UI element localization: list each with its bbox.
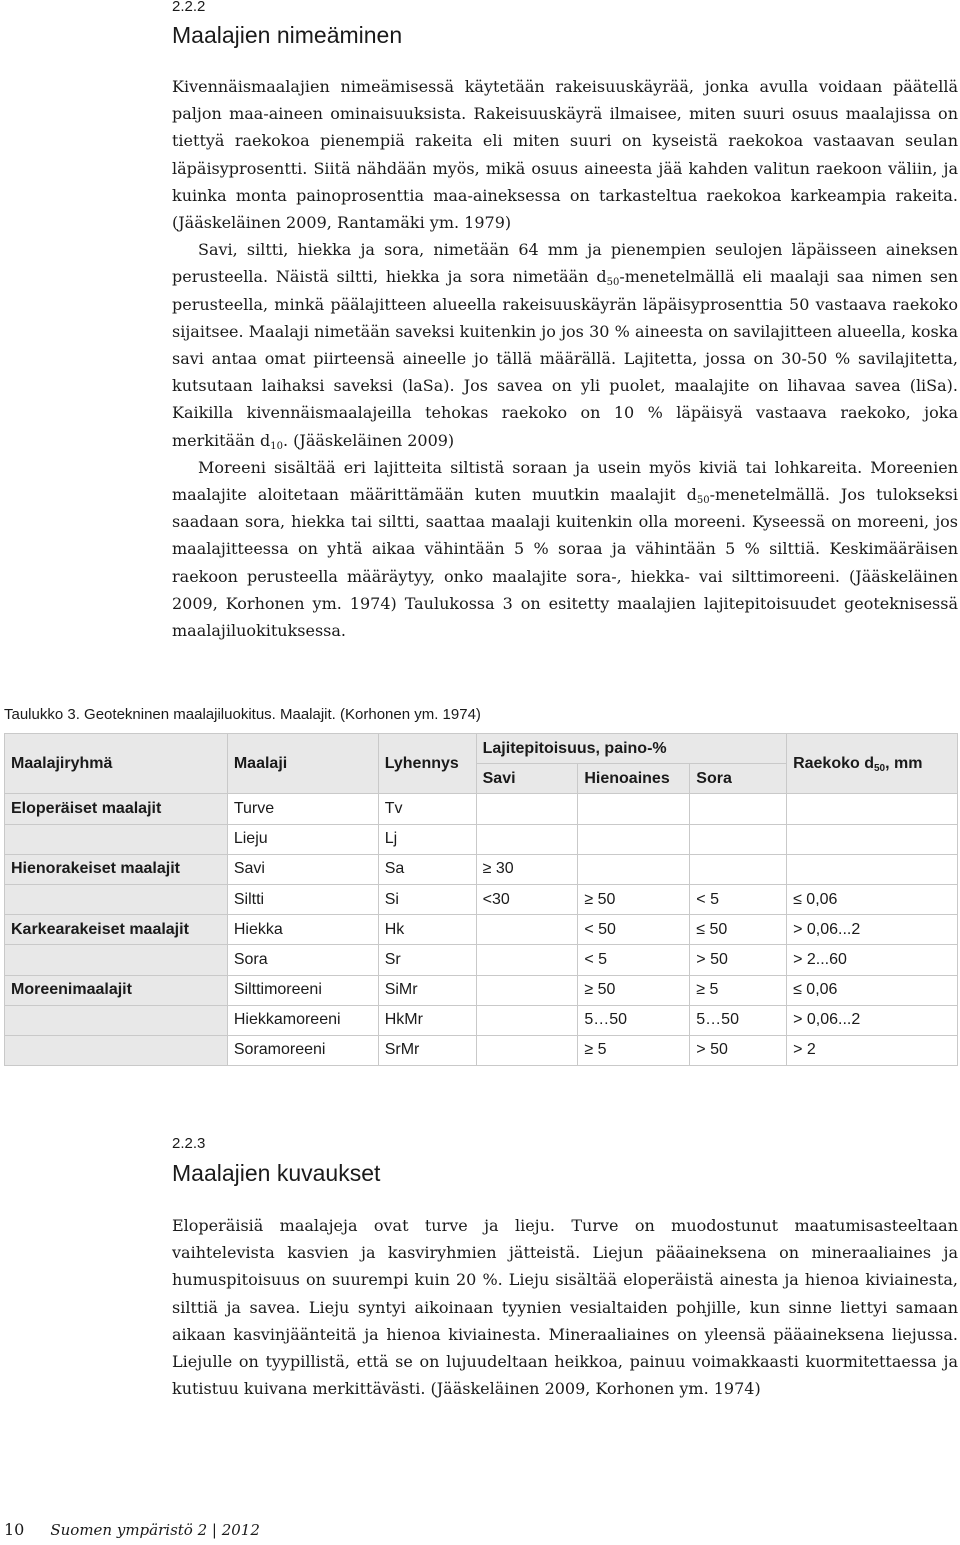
cell-soil: Turve [227, 794, 378, 824]
cell-fines: ≥ 5 [578, 1035, 690, 1065]
cell-grain [787, 854, 958, 884]
cell-clay [476, 794, 578, 824]
cell-grain [787, 824, 958, 854]
soil-classification-table [4, 733, 958, 1066]
header-soil: Maalaji [227, 734, 378, 794]
cell-gravel: > 50 [690, 945, 787, 975]
cell-soil: Hiekkamoreeni [227, 1005, 378, 1035]
header-gravel: Sora [690, 764, 787, 794]
table-row [5, 1005, 958, 1035]
table-row [5, 915, 958, 945]
cell-group [5, 945, 228, 975]
cell-abbr: HkMr [378, 1005, 476, 1035]
section-number: 2.2.3 [172, 1135, 206, 1152]
cell-fines [578, 824, 690, 854]
cell-fines: 5…50 [578, 1005, 690, 1035]
body-text-section-2 [172, 1212, 958, 1402]
cell-group: Eloperäiset maalajit [5, 794, 228, 824]
paragraph-d50-method: Savi, siltti, hiekka ja sora, nimetään 64 mm ja pienempien seulojen läpäisseen aineksen perusteella. Näistä siltti, hiekka ja sora nimetään $d_{50}$-menetelmällä eli maalaji saa nimen sen perusteella, minkä päälajitteen alueella rakeisuuskäyrän läpäisyprosenttia 50 vastaava raekoko sijaitsee. Maalaji nimetään saveksi kuitenkin jo jos 30 % aineesta on savilajitteen alueella, koska savi antaa omat piirteensä aineelle jo tällä määrällä. Lajitetta, jossa on 30-50 % savilajitetta, kutsutaan laihaksi saveksi (laSa). Jos savea on yli puolet, maalajite on lihavaa savea (liSa). Kaikilla kivennäismaalajeilla tehokas raekoko on 10 % läpäisyä vastaava raekoko, joka merkitään $d_{10}$. (Jääskeläinen 2009) [172, 240, 959, 452]
table-row [5, 794, 958, 824]
table-row [5, 824, 958, 854]
cell-abbr: Tv [378, 794, 476, 824]
cell-clay [476, 915, 578, 945]
cell-grain: ≤ 0,06 [787, 884, 958, 914]
section-number: 2.2.2 [172, 0, 206, 15]
cell-abbr: SrMr [378, 1035, 476, 1065]
cell-soil: Hiekka [227, 915, 378, 945]
table-row [5, 975, 958, 1005]
cell-abbr: Sa [378, 854, 476, 884]
table-row [5, 1035, 958, 1065]
paragraph-moreeni: Moreeni sisältää eri lajitteita siltistä soraan ja usein myös kiviä tai lohkareita. Moreenien maalajite aloitetaan määrittämään kuten muutkin maalajit $d_{50}$-menetelmällä. Jos tulokseksi saadaan sora, hiekka tai siltti, saattaa maalaji kuitenkin olla moreeni. Kyseessä on moreeni, jos maalajitteessa on yhtä aikaa vähintään 5 % soraa ja vähintään 5 % silttiä. Keskimääräisen raekoon perusteella määräytyy, onko maalajite sora-, hiekka- vai silttimoreeni. (Jääskeläinen 2009, Korhonen ym. 1974) Taulukossa 3 on esitetty maalajien lajitepitoisuudet geoteknisessä maalajiluokituksessa. [172, 457, 958, 641]
section-title: Maalajien kuvaukset [172, 1160, 381, 1186]
cell-grain: > 0,06...2 [787, 915, 958, 945]
cell-soil: Lieju [227, 824, 378, 854]
cell-fines: ≥ 50 [578, 975, 690, 1005]
header-abbr: Lyhennys [378, 734, 476, 794]
cell-soil: Soramoreeni [227, 1035, 378, 1065]
cell-grain: > 0,06...2 [787, 1005, 958, 1035]
cell-fines: ≥ 50 [578, 884, 690, 914]
cell-gravel [690, 794, 787, 824]
cell-gravel [690, 824, 787, 854]
header-clay: Savi [476, 764, 578, 794]
cell-clay [476, 1035, 578, 1065]
cell-fines [578, 794, 690, 824]
cell-clay [476, 1005, 578, 1035]
cell-group [5, 1035, 228, 1065]
table-caption: Taulukko 3. Geotekninen maalajiluokitus. Maalajit. (Korhonen ym. 1974) [4, 706, 481, 723]
table-header-row [5, 734, 958, 764]
cell-gravel: ≥ 5 [690, 975, 787, 1005]
cell-abbr: SiMr [378, 975, 476, 1005]
cell-gravel: ≤ 50 [690, 915, 787, 945]
header-grain-size: Raekoko $d_{50}$, mm [787, 734, 958, 794]
cell-fines: < 5 [578, 945, 690, 975]
cell-group [5, 1005, 228, 1035]
section-title: Maalajien nimeäminen [172, 22, 403, 48]
cell-abbr: Hk [378, 915, 476, 945]
cell-soil: Silttimoreeni [227, 975, 378, 1005]
page-footer [4, 1520, 260, 1539]
cell-gravel [690, 854, 787, 884]
header-group: Maalajiryhmä [5, 734, 228, 794]
cell-soil: Savi [227, 854, 378, 884]
cell-group: Moreenimaalajit [5, 975, 228, 1005]
cell-clay: <30 [476, 884, 578, 914]
cell-clay [476, 824, 578, 854]
cell-soil: Siltti [227, 884, 378, 914]
cell-group: Karkearakeiset maalajit [5, 915, 228, 945]
cell-abbr: Lj [378, 824, 476, 854]
header-fines: Hienoaines [578, 764, 690, 794]
cell-soil: Sora [227, 945, 378, 975]
cell-group [5, 824, 228, 854]
table-row [5, 854, 958, 884]
body-text-section-1 [172, 73, 958, 644]
cell-grain: ≤ 0,06 [787, 975, 958, 1005]
table-row [5, 884, 958, 914]
cell-clay [476, 975, 578, 1005]
cell-gravel: 5…50 [690, 1005, 787, 1035]
cell-grain [787, 794, 958, 824]
cell-group [5, 884, 228, 914]
cell-grain: > 2...60 [787, 945, 958, 975]
page-number: 10 [4, 1520, 25, 1539]
publication-name: Suomen ympäristö 2 | 2012 [50, 1521, 260, 1539]
cell-abbr: Sr [378, 945, 476, 975]
paragraph-rakeisuuskayra: Kivennäismaalajien nimeämisessä käytetään rakeisuuskäyrää, jonka avulla voidaan päätellä paljon maa-aineen ominaisuuksista. Rakeisuuskäyrä ilmaisee, miten suuri osuus maalajissa on tiettyä raekokoa pienempiä rakeita eli miten suuri on kyseistä raekokoa vastaavan seulan läpäisyprosentti. Siitä nähdään myös, mikä osuus aineesta jää kahden valitun raekoon väliin, ja kuinka monta painoprosenttia maa-aineksessa on tarkasteltua raekokoa karkeampia rakeita. (Jääskeläinen 2009, Rantamäki ym. 1979) [172, 77, 958, 233]
cell-clay: ≥ 30 [476, 854, 578, 884]
cell-gravel: < 5 [690, 884, 787, 914]
cell-fines: < 50 [578, 915, 690, 945]
cell-fines [578, 854, 690, 884]
cell-abbr: Si [378, 884, 476, 914]
cell-gravel: > 50 [690, 1035, 787, 1065]
cell-group: Hienorakeiset maalajit [5, 854, 228, 884]
table-row [5, 945, 958, 975]
paragraph-organic-soils: Eloperäisiä maalajeja ovat turve ja lieju. Turve on muodostunut maatumisasteeltaan vaihtelevista kasvien ja kasviryhmien jätteistä. Liejun pääaineksena on mineraaliaines ja humuspitoisuus on suurempi kuin 20 %. Lieju sisältää eloperäistä ainesta ja hienoa kiviainesta, silttiä ja savea. Lieju syntyi aikoinaan tyynien vesialtaiden pohjille, kun sinne liettyi samaan aikaan kasvinjäänteitä ja hienoa kiviainesta. Mineraaliaines on yleensä pääaineksena liejussa. Liejulle on tyypillistä, että se on lujuudeltaan heikkoa, painuu voimakkaasti kuormitettaessa ja kutistuu kuivana merkittävästi. (Jääskeläinen 2009, Korhonen ym. 1974) [172, 1216, 958, 1399]
cell-grain: > 2 [787, 1035, 958, 1065]
cell-clay [476, 945, 578, 975]
header-content: Lajitepitoisuus, paino-% [476, 734, 786, 764]
